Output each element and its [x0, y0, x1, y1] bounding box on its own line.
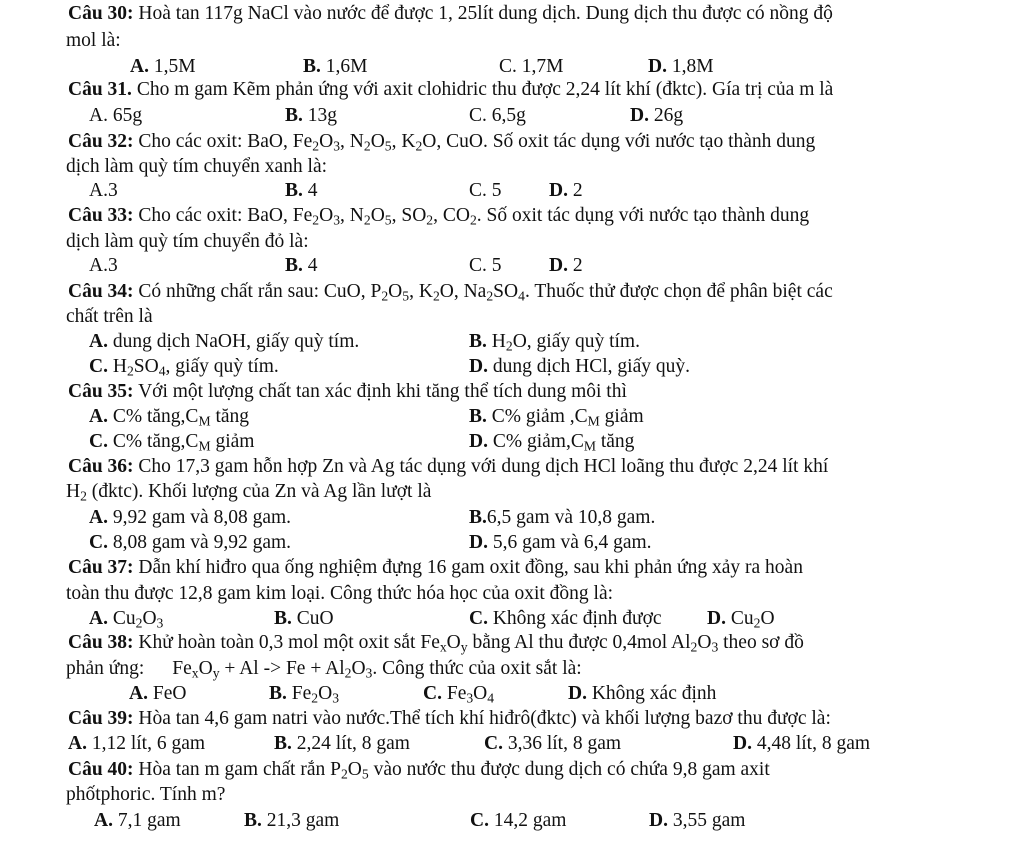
option-b: B. 1,6M — [303, 56, 368, 77]
question-37-cont: toàn thu được 12,8 gam kim loại. Công thức hóa học của oxit đồng là: — [66, 583, 614, 604]
question-33-cont: dịch làm quỳ tím chuyển đỏ là: — [66, 231, 309, 252]
question-text: Với một lượng chất tan xác định khi tăng thể tích dung môi thì — [133, 381, 627, 402]
option-a: A. C% $tăng,C_M$ tăng — [89, 406, 250, 429]
question-31 — [68, 78, 968, 102]
question-30 — [68, 2, 968, 26]
option-a: A. dung dịch NaOH, giấy quỳ tím. — [89, 331, 360, 352]
option-c: C. 6,5g — [469, 105, 526, 126]
question-label: Câu 36: — [68, 456, 134, 477]
question-34-cont: chất trên là — [66, 306, 153, 327]
question-label: Câu 32: — [68, 131, 134, 152]
option-a: A. 7,1 gam — [94, 810, 181, 831]
option-c: C. 5 — [469, 255, 502, 276]
option-d: D. 2 — [549, 180, 583, 201]
option-c: C. 8,08 gam và 9,92 gam. — [89, 532, 292, 553]
option-c: C. C% $tăng,C_M$ giảm — [89, 431, 255, 454]
question-label: Câu 39: — [68, 708, 134, 729]
option-c: C. 5 — [469, 180, 502, 201]
option-d: D. 1,8M — [648, 56, 714, 77]
option-b: B. 13g — [285, 105, 338, 126]
option-d: D. dung dịch HCl, giấy quỳ. — [469, 356, 690, 377]
option-c: C. $H_2SO_4$, giấy quỳ tím. — [89, 356, 279, 379]
question-label: Câu 30: — [68, 3, 134, 24]
option-d: D. 4,48 lít, 8 gam — [733, 733, 871, 754]
question-text: Cho 17,3 gam hỗn hợp Zn và Ag tác dụng với dung dịch HCl loãng thu được 2,24 lít khí — [133, 456, 829, 477]
question-text: Hoà tan 117g NaCl vào nước để được 1, 25lít dung dịch. Dung dịch thu được có nồng độ — [133, 3, 833, 24]
option-d: D. 26g — [630, 105, 684, 126]
option-d: D. $Cu_2O$ — [707, 608, 775, 631]
option-d: D. 3,55 gam — [649, 810, 746, 831]
question-32: Câu 32: Cho các oxit: BaO, $Fe_2O_3$, $N_2O_5$, $K_2O$, CuO. Số oxit tác dụng với nước tạo thành dung — [68, 131, 816, 154]
option-a: A.3 — [89, 255, 118, 276]
question-40-cont: phốtphoric. Tính m? — [66, 784, 226, 805]
option-b: B. CuO — [274, 608, 334, 629]
question-40: Câu 40: Hòa tan m gam chất rắn $P_2O_5$ vào nước thu được dung dịch có chứa 9,8 gam axit — [68, 759, 770, 782]
option-c: C. 14,2 gam — [470, 810, 567, 831]
option-a: A.3 — [89, 180, 118, 201]
question-33: Câu 33: Cho các oxit: BaO, $Fe_2O_3$, $N_2O_5$, $SO_2$, $CO_2$. Số oxit tác dụng với nước tạo thành dung — [68, 205, 810, 228]
option-c: C. 1,7M — [499, 56, 564, 77]
option-d: D. Không xác định — [568, 683, 717, 704]
question-36-cont: $H_2$ (đktc). Khối lượng của Zn và Ag lần lượt là — [66, 481, 432, 504]
question-label: Câu 34: — [68, 281, 134, 302]
option-a: A. FeO — [129, 683, 187, 704]
option-d: D. 2 — [549, 255, 583, 276]
option-b: B. 2,24 lít, 8 gam — [274, 733, 410, 754]
option-b: B.6,5 gam và 10,8 gam. — [469, 507, 656, 528]
question-text: Cho m gam Kẽm phản ứng với axit clohidric thu được 2,24 lít khí (đktc). Gía trị của m là — [131, 79, 834, 100]
option-d: D. C% $giảm,C_M$ tăng — [469, 431, 635, 454]
option-b: B. 4 — [285, 255, 318, 276]
option-c: C. $Fe_3O_4$ — [423, 683, 495, 706]
question-37 — [68, 556, 968, 580]
option-c: C. Không xác định được — [469, 608, 662, 629]
option-b: B. C% giảm $,C_M$ giảm — [469, 406, 644, 429]
question-text: Hòa tan 4,6 gam natri vào nước.Thể tích khí hiđrô(đktc) và khối lượng bazơ thu được là: — [133, 708, 831, 729]
question-36 — [68, 455, 968, 479]
question-34: Câu 34: Có những chất rắn sau: CuO, $P_2O_5$, $K_2O$, $Na_2SO_4$. Thuốc thử được chọn để phân biệt các — [68, 281, 833, 304]
option-a: A. 1,12 lít, 6 gam — [68, 733, 206, 754]
question-30-cont: mol là: — [66, 30, 121, 51]
question-38-cont: phản ứng: $Fe_xO_y + Al -> Fe + Al_2O_3$. Công thức của oxit sắt là: — [66, 658, 582, 681]
option-a: A. 1,5M — [130, 56, 196, 77]
option-b: B. $H_2O$, giấy quỳ tím. — [469, 331, 640, 354]
option-b: B. $Fe_2O_3$ — [269, 683, 340, 706]
option-d: D. 5,6 gam và 6,4 gam. — [469, 532, 652, 553]
option-a: A. 9,92 gam và 8,08 gam. — [89, 507, 292, 528]
option-a: A. 65g — [89, 105, 143, 126]
question-label: Câu 40: — [68, 759, 134, 780]
question-39 — [68, 707, 968, 731]
question-38: Câu 38: Khử hoàn toàn 0,3 mol một oxit sắt $Fe_xO_y$ bằng Al thu được 0,4mol $Al_2O_3$ theo sơ đồ — [68, 632, 804, 655]
option-b: B. 21,3 gam — [244, 810, 340, 831]
question-35 — [68, 380, 968, 404]
question-text: Dẫn khí hiđro qua ống nghiệm đựng 16 gam oxit đồng, sau khi phản ứng xảy ra hoàn — [133, 557, 803, 578]
option-a: A. $Cu_2O_3$ — [89, 608, 164, 631]
question-label: Câu 37: — [68, 557, 134, 578]
question-label: Câu 35: — [68, 381, 134, 402]
question-32-cont: dịch làm quỳ tím chuyển xanh là: — [66, 156, 328, 177]
question-label: Câu 38: — [68, 632, 134, 653]
option-c: C. 3,36 lít, 8 gam — [484, 733, 622, 754]
question-label: Câu 31. — [68, 79, 132, 100]
question-label: Câu 33: — [68, 205, 134, 226]
option-b: B. 4 — [285, 180, 318, 201]
